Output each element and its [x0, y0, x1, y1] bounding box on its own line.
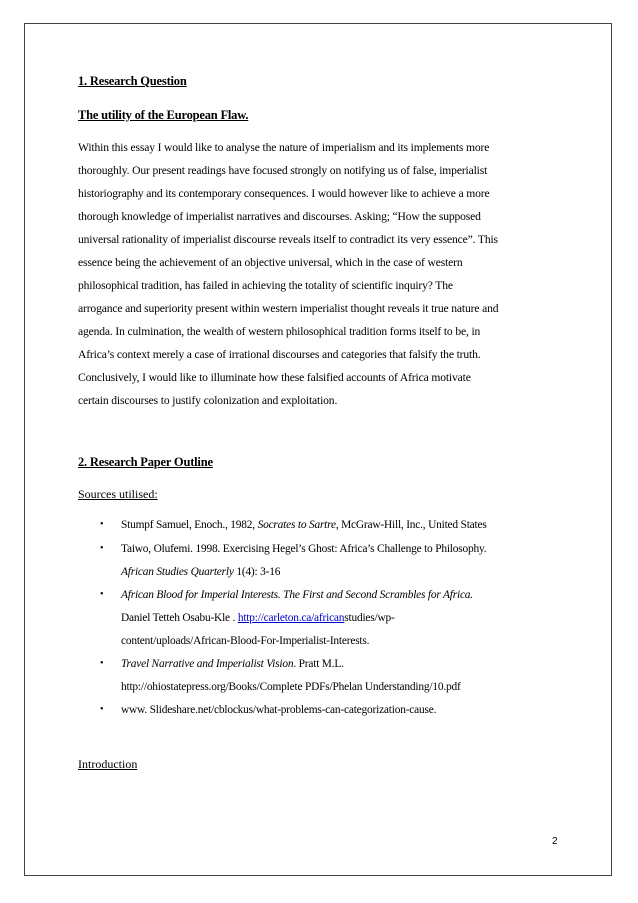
section1-subheading: The utility of the European Flaw.	[78, 108, 249, 122]
paragraph-line: agenda. In culmination, the wealth of western philosophical tradition forms itself to be, in	[78, 325, 481, 338]
sources-label: Sources utilised:	[78, 487, 158, 501]
paragraph-line: essence being the achievement of an objective universal, which in the case of western	[78, 256, 463, 269]
paragraph-line: historiography and its contemporary consequences. I would however like to achieve a more	[78, 187, 490, 200]
page-number: 2	[552, 836, 558, 847]
paragraph-line: thoroughly. Our present readings have focused strongly on notifying us of false, imperialist	[78, 164, 488, 177]
bullet-icon: •	[100, 589, 104, 600]
source-item-2: Taiwo, Olufemi. 1998. Exercising Hegel’s Ghost: Africa’s Challenge to Philosophy.	[121, 543, 487, 555]
source-item-4: Travel Narrative and Imperialist Vision. Pratt M.L.	[121, 658, 344, 670]
source-item-2-cont: African Studies Quarterly 1(4): 3-16	[121, 566, 281, 578]
bullet-icon: •	[100, 543, 104, 554]
paragraph-line: philosophical tradition, has failed in achieving the totality of scientific inquiry? The	[78, 279, 453, 292]
source-item-3: African Blood for Imperial Interests. The First and Second Scrambles for Africa.	[121, 589, 473, 601]
section1-heading: 1. Research Question	[78, 74, 187, 88]
introduction-heading: Introduction	[78, 757, 138, 771]
source-item-1: Stumpf Samuel, Enoch., 1982, Socrates to Sartre, McGraw-Hill, Inc., United States	[121, 519, 487, 531]
paragraph-line: Within this essay I would like to analyse the nature of imperialism and its implements more	[78, 141, 490, 154]
section2-heading: 2. Research Paper Outline	[78, 455, 213, 469]
paragraph-line: Conclusively, I would like to illuminate how these falsified accounts of Africa motivate	[78, 371, 471, 384]
source-item-5: www. Slideshare.net/cblockus/what-problems-can-categorization-cause.	[121, 704, 437, 716]
paragraph-line: certain discourses to justify colonization and exploitation.	[78, 394, 338, 407]
source-item-3-cont: Daniel Tetteh Osabu-Kle . http://carleton.ca/africanstudies/wp-	[121, 612, 395, 624]
paragraph-line: universal rationality of imperialist discourse reveals itself to contradict its very essence”. This	[78, 233, 498, 246]
source-item-4-cont: http://ohiostatepress.org/Books/Complete PDFs/Phelan Understanding/10.pdf	[121, 681, 461, 693]
source-link[interactable]: http://carleton.ca/african	[237, 612, 345, 624]
paragraph-line: arrogance and superiority present within western imperialist thought reveals it true nature and	[78, 302, 499, 315]
bullet-icon: •	[100, 519, 104, 530]
paragraph-line: thorough knowledge of imperialist narratives and discourses. Asking; “How the supposed	[78, 210, 481, 223]
bullet-icon: •	[100, 704, 104, 715]
source-item-3-cont2: content/uploads/African-Blood-For-Imperialist-Interests.	[121, 635, 370, 647]
bullet-icon: •	[100, 658, 104, 669]
paragraph-line: Africa’s context merely a case of irrational discourses and categories that falsify the truth.	[78, 348, 481, 361]
